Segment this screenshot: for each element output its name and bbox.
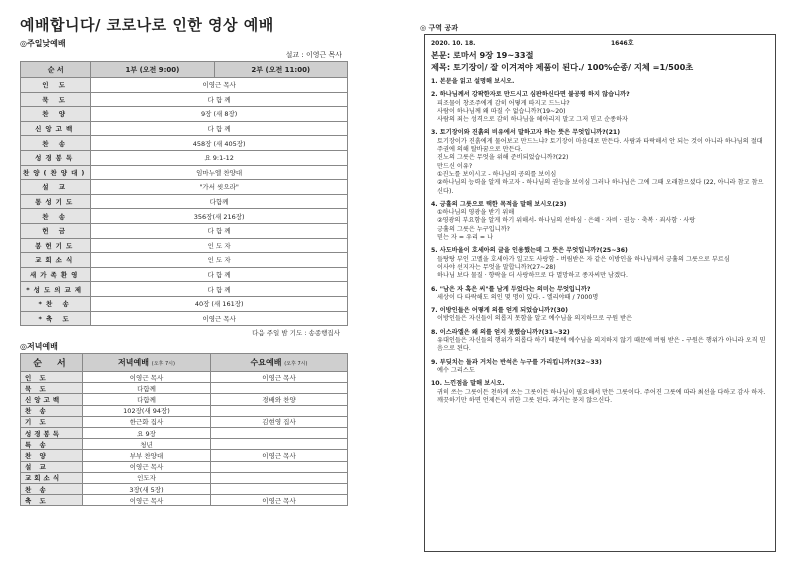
answer-line: 들탕탕 부인 고멜을 호세아가 일고도 사랑함 - 버림받은 자 같은 이방인을 하나님께서 긍휼의 그릇으로 부르심 xyxy=(437,255,730,263)
order-value: 다 함 께 xyxy=(91,282,348,297)
order-label: 찬 송 xyxy=(21,209,91,224)
answer-line: 사람이 하나님께 왜 따질 수 없습니까?(19~20) xyxy=(437,107,566,115)
answer-line: 긍휼의 그릇은 누구입니까? xyxy=(437,225,510,233)
answer-line: 하나님 보다 물질 · 향락을 더 사랑하므로 다 멸망하고 종자씨만 남겠다. xyxy=(437,272,628,280)
order-label: 신앙고백 xyxy=(21,121,91,136)
order-value: 356장(새 216장) xyxy=(91,209,348,224)
order-label: 신앙고백 xyxy=(21,394,83,405)
table-row xyxy=(21,267,348,282)
evening-value: 이영근 목사 xyxy=(83,461,211,472)
question-text: 5. 사도바울이 호세아의 글을 인용했는데 그 뜻은 무엇입니까?(25~36) xyxy=(431,247,628,255)
wednesday-value: 경배와 찬양 xyxy=(211,394,348,405)
question-item xyxy=(431,286,769,303)
question-item xyxy=(431,129,769,195)
header-evening xyxy=(83,354,211,372)
evening-value: 요 9장 xyxy=(83,428,211,439)
answer-line: 귀히 쓰는 그릇이든 천하게 쓰는 그릇이든 하나님이 필요해서 만든 그릇이다. 주어진 그릇에 따라 최선을 다하고 감사 하자. 깨끗하기만 하면 언제든지 귀한 그릇 된다. 과거는 묻지 않으신다. xyxy=(437,388,766,404)
answer-line: ①진노를 보이시고 - 하나님의 공의를 보이심 xyxy=(437,170,557,178)
answer-line: 사람의 죄는 성격으로 감히 하나님을 헤아리지 말고 그저 믿고 순종하자 xyxy=(437,116,629,124)
sunday-heading: ◎주일낮예배 xyxy=(20,39,66,48)
table-row xyxy=(21,150,348,165)
answer-line: 예수 그리스도 xyxy=(437,366,475,374)
header-evening-label: 저녁예배 xyxy=(118,358,149,368)
table-row xyxy=(21,92,348,107)
table-row xyxy=(21,416,348,427)
sunday-order-table xyxy=(20,61,348,326)
header-second-service: 2부 (오전 11:00) xyxy=(214,62,347,78)
table-row xyxy=(21,439,348,450)
order-value: 다 함 께 xyxy=(91,92,348,107)
order-value: 458장 (새 405장) xyxy=(91,136,348,151)
order-value: 다 함 께 xyxy=(91,121,348,136)
wednesday-value xyxy=(211,383,348,394)
order-value: 다 함 께 xyxy=(91,267,348,282)
answer-line: 이방인들은 자신들이 의롭지 못함을 알고 예수님을 의지하므로 구원 받은 xyxy=(437,315,633,323)
question-text: 2. 하나님께서 강팍한자로 만드시고 심판하신다면 불공평 하지 않습니까? xyxy=(431,91,630,99)
header-order: 순 서 xyxy=(21,62,91,78)
order-label: 교회소식 xyxy=(21,472,83,483)
header-wednesday xyxy=(211,354,348,372)
answer-line: 피조물이 창조주에게 감히 어떻게 따지고 드느냐? xyxy=(437,99,570,107)
question-text: 3. 토기장이와 진흙의 비유에서 말하고자 하는 뜻은 무엇입니까?(21) xyxy=(431,129,621,137)
evening-heading: ◎저녁예배 xyxy=(20,342,58,352)
order-value: 9장 (새 8장) xyxy=(91,107,348,122)
subject-line: 제목: 토기장이/ 잘 이겨져야 제품이 된다./ 100%순종/ 지체 =1/500초 xyxy=(431,62,694,72)
order-value: 40장 (새 161장) xyxy=(91,296,348,311)
wednesday-value xyxy=(211,472,348,483)
order-label: *성도의교제 xyxy=(21,282,91,297)
order-label: 인 도 xyxy=(21,372,83,383)
table-row xyxy=(21,223,348,238)
passage-line: 본문: 로마서 9장 19~33절 xyxy=(431,50,534,60)
table-row xyxy=(21,165,348,180)
table-row xyxy=(21,136,348,151)
question-text: 8. 이스라엘은 왜 의를 얻지 못했습니까?(31~32) xyxy=(431,328,570,336)
table-row xyxy=(21,238,348,253)
answer-line: ②하나님의 능력을 알게 하고자 - 하나님의 권능을 보이심 그러나 하나님은 그에 그때 오래참으셨다 (22, 아니라 참고 참으신다). xyxy=(437,179,764,195)
answer-line: 토기장이가 진흙에게 물어보고 만드느냐? 토기장이 마음대로 만든다. 사람과 타락해서 안 되는 것이 아니라 하나님의 절대 주권에 의해 탈바꿈으로 만든다. xyxy=(437,137,763,154)
table-row xyxy=(21,107,348,122)
order-label: 설 교 xyxy=(21,180,91,195)
evening-value: 3장(새 5장) xyxy=(83,483,211,494)
order-label: 묵 도 xyxy=(21,92,91,107)
table-header-row xyxy=(21,62,348,78)
question-item xyxy=(431,247,769,280)
evening-value: 102장(새 94장) xyxy=(83,405,211,416)
wednesday-value xyxy=(211,428,348,439)
order-label: 찬 양 xyxy=(21,107,91,122)
order-label: 기 도 xyxy=(21,416,83,427)
preacher-line: 설교 : 이영근 목사 xyxy=(285,51,342,59)
table-row xyxy=(21,383,348,394)
table-row xyxy=(21,253,348,268)
wednesday-value xyxy=(211,439,348,450)
order-value: 다 함 께 xyxy=(91,223,348,238)
question-text: 10. 느낀점을 말해 보시오. xyxy=(431,380,505,388)
date-line xyxy=(431,39,769,49)
answer-line: ②영광의 부요함을 알게 하기 위해서- 하나님의 선하심 · 은혜 · 자비 · 권능 · 축복 · 죄사함 · 사랑 xyxy=(437,217,696,225)
answer-line: 만드신 이유? xyxy=(437,162,473,170)
order-label: 교회소식 xyxy=(21,253,91,268)
question-text: 6. "남은 자 혹은 씨"를 남게 두었다는 의미는 무엇입니까? xyxy=(431,285,591,293)
evening-value: 부부 찬양대 xyxy=(83,450,211,461)
order-label: 찬 송 xyxy=(21,136,91,151)
bible-study-column xyxy=(420,22,776,552)
table-row xyxy=(21,194,348,209)
answer-line: 믿는 자 = 우리 = 나 xyxy=(437,234,494,242)
order-value: 다함께 xyxy=(91,194,348,209)
order-label: 묵 도 xyxy=(21,383,83,394)
question-item xyxy=(431,78,769,86)
order-label: 찬 양 xyxy=(21,450,83,461)
wednesday-value: 김현영 집사 xyxy=(211,416,348,427)
table-row xyxy=(21,296,348,311)
question-text: 7. 이방인들은 어떻게 의를 얻게 되었습니까?(30) xyxy=(431,307,568,315)
order-value: 인 도 자 xyxy=(91,253,348,268)
answer-line: 이사야 선지자는 무엇을 말합니까?(27~28) xyxy=(437,263,556,271)
table-row xyxy=(21,450,348,461)
table-row xyxy=(21,209,348,224)
answer-line: 진노의 그릇은 무엇을 위해 준비되었습니까?(22) xyxy=(437,154,569,162)
question-item xyxy=(431,307,769,324)
question-text: 4. 긍휼의 그릇으로 택한 목적을 말해 보시오(23) xyxy=(431,200,567,208)
order-label: 인 도 xyxy=(21,78,91,93)
answer-line: ①하나님의 영광을 받기 위해 xyxy=(437,209,515,217)
order-label: 성경봉독 xyxy=(21,150,91,165)
page-title: 예배합니다/ 코로나로 인한 영상 예배 xyxy=(20,16,274,34)
order-label: *축 도 xyxy=(21,311,91,326)
wednesday-value: 이영근 목사 xyxy=(211,372,348,383)
header-wednesday-label: 수요예배 xyxy=(250,358,282,368)
table-row xyxy=(21,495,348,506)
order-value: 요 9:1-12 xyxy=(91,150,348,165)
table-row xyxy=(21,405,348,416)
order-label: 통성기도 xyxy=(21,194,91,209)
table-row xyxy=(21,180,348,195)
header-first-service: 1부 (오전 9:00) xyxy=(91,62,214,78)
question-item xyxy=(431,201,769,242)
order-label: 찬 송 xyxy=(21,405,83,416)
evening-value: 청년 xyxy=(83,439,211,450)
table-header-row xyxy=(21,354,348,372)
header-evening-time: (오후 7시) xyxy=(151,361,175,368)
order-label: 설 교 xyxy=(21,461,83,472)
table-row xyxy=(21,428,348,439)
order-label: 축 도 xyxy=(21,495,83,506)
answer-line: 유대인들은 자신들의 행위가 의롭다 하기 때문에 예수님을 의지하지 않기 때문에 버림 받은 - 구원은 행위가 아니라 오직 믿음으로 된다. xyxy=(437,337,766,353)
question-item xyxy=(431,329,769,354)
bible-study-box xyxy=(424,34,776,552)
order-value: 임마누엘 찬양대 xyxy=(91,165,348,180)
wednesday-value xyxy=(211,461,348,472)
evening-value: 인도자 xyxy=(83,472,211,483)
table-row xyxy=(21,311,348,326)
evening-value: 이영근 목사 xyxy=(83,372,211,383)
answer-line: 세상이 다 타락해도 의인 몇 명이 있다. - 엘리야때 / 7000명 xyxy=(437,293,599,301)
question-text: 1. 본문을 읽고 설명해 보시오. xyxy=(431,78,515,85)
order-label: 특 송 xyxy=(21,439,83,450)
question-item xyxy=(431,380,769,405)
question-item xyxy=(431,359,769,376)
evening-value: 이영근 목사 xyxy=(83,495,211,506)
evening-value: 한근화 집사 xyxy=(83,416,211,427)
order-value: 인 도 자 xyxy=(91,238,348,253)
table-row xyxy=(21,461,348,472)
order-label: 새가족환영 xyxy=(21,267,91,282)
order-label: 찬 송 xyxy=(21,483,83,494)
table-row xyxy=(21,472,348,483)
worship-order-column xyxy=(20,14,348,506)
order-value: 이영근 목사 xyxy=(91,311,348,326)
evening-order-table xyxy=(20,353,348,506)
order-label: *찬 송 xyxy=(21,296,91,311)
evening-value: 다함께 xyxy=(83,383,211,394)
wednesday-value xyxy=(211,483,348,494)
table-row xyxy=(21,483,348,494)
question-item xyxy=(431,91,769,124)
next-week-prayer: 다음 주일 밤 기도 : 송종행집사 xyxy=(252,329,340,338)
order-label: 찬양(찬양대) xyxy=(21,165,91,180)
table-row xyxy=(21,372,348,383)
order-value: 이영근 목사 xyxy=(91,78,348,93)
header-order: 순 서 xyxy=(21,354,83,372)
table-row xyxy=(21,394,348,405)
wednesday-value: 이영근 목사 xyxy=(211,495,348,506)
table-row xyxy=(21,78,348,93)
order-label: 헌 금 xyxy=(21,223,91,238)
order-value: "가서 씻으라" xyxy=(91,180,348,195)
order-label: 봉헌기도 xyxy=(21,238,91,253)
evening-value: 다함께 xyxy=(83,394,211,405)
wednesday-value xyxy=(211,405,348,416)
study-date: 2020. 10. 18. xyxy=(431,40,476,47)
table-row xyxy=(21,282,348,297)
issue-number: 1646호 xyxy=(611,40,634,47)
question-list xyxy=(431,78,769,405)
question-text: 9. 부딪치는 돌과 거치는 반석은 누구를 가리킵니까?(32~33) xyxy=(431,358,602,366)
order-label: 성경봉독 xyxy=(21,428,83,439)
header-wednesday-time: (오후 7시) xyxy=(284,361,308,368)
bible-study-heading: ◎ 구역 공과 xyxy=(420,24,459,32)
wednesday-value: 이영근 목사 xyxy=(211,450,348,461)
table-row xyxy=(21,121,348,136)
